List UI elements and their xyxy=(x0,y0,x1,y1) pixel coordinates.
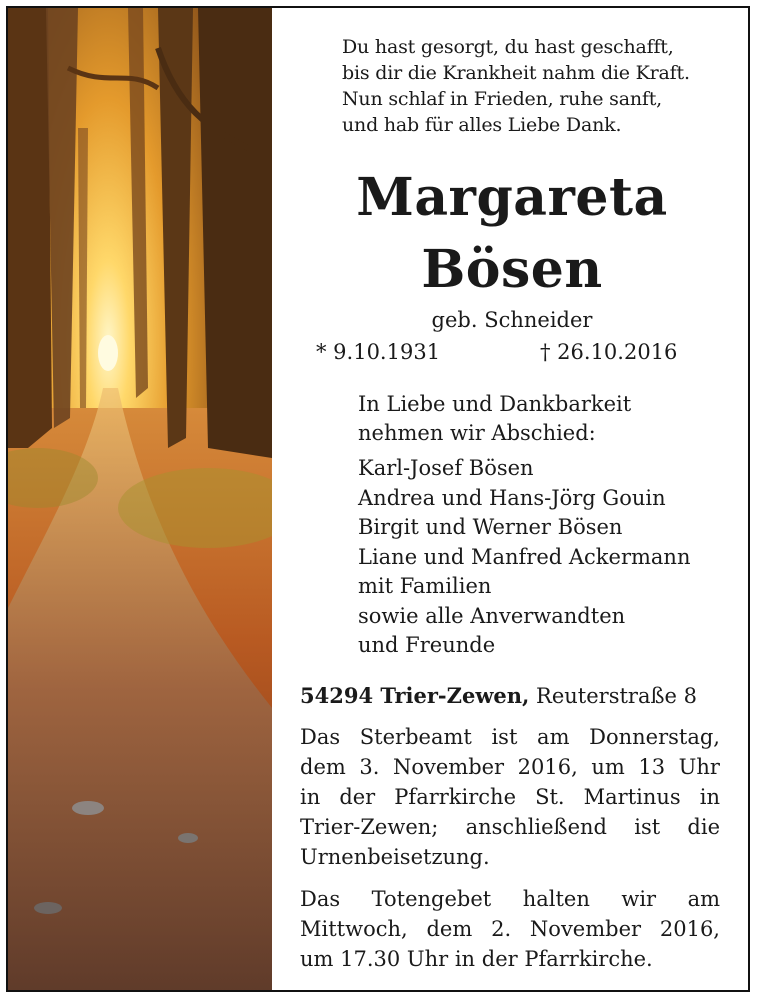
death-date: † 26.10.2016 xyxy=(540,340,678,364)
word: anschließend xyxy=(465,815,607,839)
word: am xyxy=(537,725,570,749)
word: 3. xyxy=(359,755,380,779)
service-line xyxy=(300,752,720,782)
mourner: Karl-Josef Bösen xyxy=(358,456,534,480)
word: die xyxy=(687,815,720,839)
word: 2016, xyxy=(517,755,578,779)
deceased-first-name: Margareta xyxy=(356,167,668,228)
mourner: Andrea und Hans-Jörg Gouin xyxy=(358,485,666,510)
service-line xyxy=(300,812,720,842)
obituary-notice xyxy=(6,6,750,992)
farewell-intro xyxy=(358,390,631,448)
word: in xyxy=(699,785,720,809)
address-street: Reuterstraße 8 xyxy=(536,684,697,708)
word: dem xyxy=(426,917,473,941)
word: halten xyxy=(522,887,590,911)
word: November xyxy=(529,917,642,941)
mourner: Birgit und Werner Bösen xyxy=(358,515,623,539)
mourner: Liane und Manfred Ackermann xyxy=(358,544,691,569)
birth-date: * 9.10.1931 xyxy=(316,340,441,364)
service-line: Urnenbeisetzung. xyxy=(300,845,490,869)
prayer-line xyxy=(300,914,720,944)
word: November xyxy=(392,755,505,779)
deceased-last-name: Bösen xyxy=(421,239,603,300)
text-column xyxy=(272,8,748,990)
forest-path-photo xyxy=(8,8,272,990)
address-city: 54294 Trier-Zewen, xyxy=(300,683,530,708)
word: Uhr xyxy=(678,755,720,779)
service-info xyxy=(300,722,720,872)
word: ist xyxy=(491,725,518,749)
word: St. xyxy=(535,785,565,809)
word: um xyxy=(591,755,625,779)
word: ist xyxy=(634,815,661,839)
poem xyxy=(342,34,742,138)
word: wir xyxy=(621,887,657,911)
mourner: und Freunde xyxy=(358,633,496,657)
word: der xyxy=(339,785,376,809)
word: Sterbeamt xyxy=(359,725,472,749)
word: Das xyxy=(300,887,341,911)
word: am xyxy=(687,887,720,911)
poem-line: bis dir die Krankheit nahm die Kraft. xyxy=(342,62,690,84)
word: 2. xyxy=(491,917,512,941)
birth-name: geb. Schneider xyxy=(431,308,593,332)
prayer-info xyxy=(300,884,720,974)
word: Pfarrkirche xyxy=(394,785,516,809)
prayer-line xyxy=(300,884,720,914)
word: Totengebet xyxy=(371,887,492,911)
intro-line: In Liebe und Dankbarkeit xyxy=(358,392,632,416)
word: in xyxy=(300,785,321,809)
address xyxy=(300,682,697,710)
word: dem xyxy=(300,755,346,779)
word: Trier-Zewen; xyxy=(300,815,439,839)
mourner: sowie alle Anverwandten xyxy=(358,603,626,628)
word: Das xyxy=(300,725,341,749)
service-line xyxy=(300,722,720,752)
word: 13 xyxy=(638,755,666,779)
poem-line: Nun schlaf in Frieden, ruhe sanft, xyxy=(342,88,662,110)
word: Donnerstag, xyxy=(589,725,720,749)
poem-line: Du hast gesorgt, du hast geschafft, xyxy=(342,36,674,58)
word: 2016, xyxy=(659,917,720,941)
mourners-list xyxy=(358,454,690,661)
word: Martinus xyxy=(583,785,681,809)
intro-line: nehmen wir Abschied: xyxy=(358,421,596,445)
mourner: mit Familien xyxy=(358,574,492,598)
service-line xyxy=(300,782,720,812)
word: Mittwoch, xyxy=(300,917,408,941)
poem-line: und hab für alles Liebe Dank. xyxy=(342,114,622,136)
prayer-line: um 17.30 Uhr in der Pfarrkirche. xyxy=(300,947,653,971)
